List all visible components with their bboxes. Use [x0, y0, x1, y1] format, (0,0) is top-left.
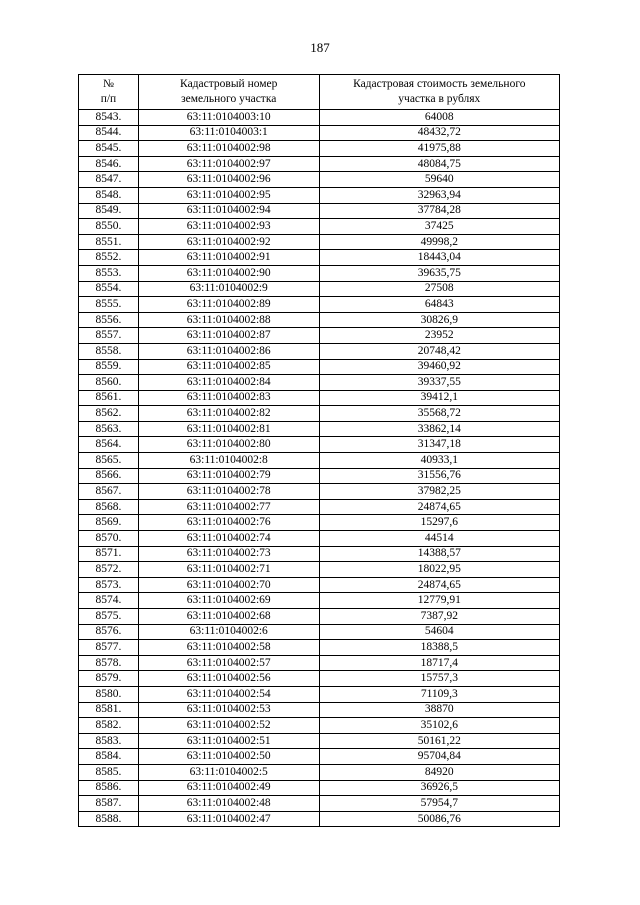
cadastral-number: 63:11:0104002:56: [138, 671, 319, 687]
row-number: 8584.: [79, 749, 139, 765]
table-row: [79, 780, 560, 796]
cadastral-value: 54604: [319, 624, 559, 640]
cadastral-number: 63:11:0104002:95: [138, 187, 319, 203]
row-number: 8562.: [79, 406, 139, 422]
cadastral-value: 18022,95: [319, 562, 559, 578]
table-row: [79, 624, 560, 640]
cadastral-value: 50086,76: [319, 811, 559, 827]
table-row: [79, 421, 560, 437]
table-row: [79, 156, 560, 172]
cadastral-value: 33862,14: [319, 421, 559, 437]
cadastral-number: 63:11:0104002:79: [138, 468, 319, 484]
cadastral-value: 7387,92: [319, 609, 559, 625]
row-number: 8560.: [79, 375, 139, 391]
cadastral-number: 63:11:0104003:1: [138, 125, 319, 141]
table-row: [79, 343, 560, 359]
row-number: 8550.: [79, 219, 139, 235]
row-number: 8583.: [79, 733, 139, 749]
cadastral-value: 49998,2: [319, 234, 559, 250]
cadastral-number: 63:11:0104002:93: [138, 219, 319, 235]
cadastral-value: 44514: [319, 531, 559, 547]
cadastral-value: 50161,22: [319, 733, 559, 749]
row-number: 8564.: [79, 437, 139, 453]
header-number: [79, 75, 139, 110]
row-number: 8556.: [79, 312, 139, 328]
row-number: 8571.: [79, 546, 139, 562]
cadastral-number: 63:11:0104002:82: [138, 406, 319, 422]
cadastral-value: 24874,65: [319, 499, 559, 515]
cadastral-number: 63:11:0104002:8: [138, 453, 319, 469]
cadastral-number: 63:11:0104002:78: [138, 484, 319, 500]
header-cadastral-value: [319, 75, 559, 110]
row-number: 8569.: [79, 515, 139, 531]
row-number: 8563.: [79, 421, 139, 437]
row-number: 8574.: [79, 593, 139, 609]
table-row: [79, 125, 560, 141]
table-row: [79, 515, 560, 531]
cadastral-number: 63:11:0104002:94: [138, 203, 319, 219]
cadastral-number: 63:11:0104002:53: [138, 702, 319, 718]
cadastral-number: 63:11:0104002:86: [138, 343, 319, 359]
table-row: [79, 593, 560, 609]
row-number: 8575.: [79, 609, 139, 625]
table-row: [79, 172, 560, 188]
row-number: 8587.: [79, 796, 139, 812]
row-number: 8548.: [79, 187, 139, 203]
cadastral-number: 63:11:0104002:47: [138, 811, 319, 827]
header-cadastral-line2: земельного участка: [181, 93, 277, 105]
row-number: 8578.: [79, 655, 139, 671]
row-number: 8546.: [79, 156, 139, 172]
cadastral-number: 63:11:0104002:57: [138, 655, 319, 671]
header-number-line1: №: [102, 78, 114, 90]
cadastral-value: 48432,72: [319, 125, 559, 141]
header-value-line2: участка в рублях: [398, 93, 481, 105]
row-number: 8551.: [79, 234, 139, 250]
cadastral-value: 31347,18: [319, 437, 559, 453]
cadastral-number: 63:11:0104002:97: [138, 156, 319, 172]
cadastral-number: 63:11:0104002:91: [138, 250, 319, 266]
cadastral-number: 63:11:0104002:70: [138, 577, 319, 593]
cadastral-number: 63:11:0104002:98: [138, 141, 319, 157]
cadastral-value: 36926,5: [319, 780, 559, 796]
cadastral-value: 95704,84: [319, 749, 559, 765]
row-number: 8554.: [79, 281, 139, 297]
cadastral-value: 24874,65: [319, 577, 559, 593]
table-row: [79, 562, 560, 578]
cadastral-value: 64008: [319, 110, 559, 126]
table-row: [79, 484, 560, 500]
cadastral-value: 14388,57: [319, 546, 559, 562]
row-number: 8567.: [79, 484, 139, 500]
row-number: 8573.: [79, 577, 139, 593]
row-number: 8585.: [79, 764, 139, 780]
row-number: 8545.: [79, 141, 139, 157]
cadastral-value: 18388,5: [319, 640, 559, 656]
cadastral-number: 63:11:0104002:58: [138, 640, 319, 656]
row-number: 8559.: [79, 359, 139, 375]
table-row: [79, 811, 560, 827]
cadastral-number: 63:11:0104002:88: [138, 312, 319, 328]
cadastral-value: 48084,75: [319, 156, 559, 172]
table-row: [79, 234, 560, 250]
row-number: 8577.: [79, 640, 139, 656]
table-row: [79, 749, 560, 765]
cadastral-value: 37784,28: [319, 203, 559, 219]
table-body: [79, 110, 560, 827]
cadastral-number: 63:11:0104002:90: [138, 265, 319, 281]
cadastral-value: 37982,25: [319, 484, 559, 500]
table-row: [79, 328, 560, 344]
table-row: [79, 250, 560, 266]
table-row: [79, 577, 560, 593]
table-row: [79, 686, 560, 702]
header-number-line2: п/п: [100, 93, 117, 105]
cadastral-value: 32963,94: [319, 187, 559, 203]
cadastral-number: 63:11:0104002:89: [138, 297, 319, 313]
cadastral-value: 84920: [319, 764, 559, 780]
cadastral-number: 63:11:0104002:68: [138, 609, 319, 625]
row-number: 8565.: [79, 453, 139, 469]
cadastral-value: 39460,92: [319, 359, 559, 375]
row-number: 8568.: [79, 499, 139, 515]
table-row: [79, 312, 560, 328]
cadastral-number: 63:11:0104002:6: [138, 624, 319, 640]
cadastral-number: 63:11:0104002:73: [138, 546, 319, 562]
table-row: [79, 546, 560, 562]
row-number: 8544.: [79, 125, 139, 141]
cadastral-value: 39337,55: [319, 375, 559, 391]
table-row: [79, 219, 560, 235]
table-row: [79, 203, 560, 219]
table-row: [79, 453, 560, 469]
cadastral-value: 18443,04: [319, 250, 559, 266]
cadastral-number: 63:11:0104002:84: [138, 375, 319, 391]
table-row: [79, 437, 560, 453]
cadastral-number: 63:11:0104002:54: [138, 686, 319, 702]
cadastral-number: 63:11:0104002:69: [138, 593, 319, 609]
row-number: 8576.: [79, 624, 139, 640]
cadastral-value: 15297,6: [319, 515, 559, 531]
cadastral-number: 63:11:0104002:49: [138, 780, 319, 796]
table-row: [79, 499, 560, 515]
row-number: 8586.: [79, 780, 139, 796]
table-row: [79, 655, 560, 671]
cadastral-value: 41975,88: [319, 141, 559, 157]
table-row: [79, 671, 560, 687]
cadastral-number: 63:11:0104002:87: [138, 328, 319, 344]
cadastral-value: 39412,1: [319, 390, 559, 406]
row-number: 8561.: [79, 390, 139, 406]
cadastral-value: 20748,42: [319, 343, 559, 359]
cadastral-number: 63:11:0104002:83: [138, 390, 319, 406]
cadastral-value: 31556,76: [319, 468, 559, 484]
cadastral-value: 12779,91: [319, 593, 559, 609]
cadastral-number: 63:11:0104002:71: [138, 562, 319, 578]
row-number: 8555.: [79, 297, 139, 313]
table-row: [79, 187, 560, 203]
cadastral-number: 63:11:0104002:50: [138, 749, 319, 765]
table-row: [79, 733, 560, 749]
cadastral-value: 39635,75: [319, 265, 559, 281]
row-number: 8566.: [79, 468, 139, 484]
row-number: 8581.: [79, 702, 139, 718]
cadastral-number: 63:11:0104002:77: [138, 499, 319, 515]
table-row: [79, 297, 560, 313]
cadastral-number: 63:11:0104002:85: [138, 359, 319, 375]
row-number: 8580.: [79, 686, 139, 702]
table-row: [79, 764, 560, 780]
cadastral-number: 63:11:0104002:48: [138, 796, 319, 812]
cadastral-value: 57954,7: [319, 796, 559, 812]
cadastral-number: 63:11:0104002:52: [138, 718, 319, 734]
cadastral-value: 15757,3: [319, 671, 559, 687]
cadastral-value: 38870: [319, 702, 559, 718]
row-number: 8543.: [79, 110, 139, 126]
table-row: [79, 640, 560, 656]
table-row: [79, 375, 560, 391]
row-number: 8588.: [79, 811, 139, 827]
table-row: [79, 359, 560, 375]
cadastral-number: 63:11:0104002:92: [138, 234, 319, 250]
page-number: 187: [310, 40, 330, 55]
row-number: 8547.: [79, 172, 139, 188]
row-number: 8579.: [79, 671, 139, 687]
table-row: [79, 281, 560, 297]
cadastral-number: 63:11:0104002:96: [138, 172, 319, 188]
cadastral-number: 63:11:0104002:80: [138, 437, 319, 453]
cadastral-value: 18717,4: [319, 655, 559, 671]
cadastral-value: 71109,3: [319, 686, 559, 702]
cadastral-value: 35568,72: [319, 406, 559, 422]
row-number: 8549.: [79, 203, 139, 219]
table-row: [79, 406, 560, 422]
table-row: [79, 141, 560, 157]
row-number: 8570.: [79, 531, 139, 547]
header-cadastral-line1: Кадастровый номер: [180, 78, 278, 90]
cadastral-value: 27508: [319, 281, 559, 297]
row-number: 8572.: [79, 562, 139, 578]
row-number: 8558.: [79, 343, 139, 359]
table-row: [79, 796, 560, 812]
cadastral-number: 63:11:0104002:76: [138, 515, 319, 531]
cadastral-value: 59640: [319, 172, 559, 188]
header-value-line1: Кадастровая стоимость земельного: [353, 78, 526, 90]
cadastral-value: 23952: [319, 328, 559, 344]
cadastral-number: 63:11:0104002:51: [138, 733, 319, 749]
cadastral-number: 63:11:0104002:81: [138, 421, 319, 437]
cadastral-table: [78, 74, 560, 827]
cadastral-value: 35102,6: [319, 718, 559, 734]
row-number: 8553.: [79, 265, 139, 281]
cadastral-value: 64843: [319, 297, 559, 313]
row-number: 8557.: [79, 328, 139, 344]
row-number: 8582.: [79, 718, 139, 734]
table-row: [79, 718, 560, 734]
cadastral-number: 63:11:0104002:5: [138, 764, 319, 780]
table-header-row: [79, 75, 560, 110]
cadastral-number: 63:11:0104003:10: [138, 110, 319, 126]
table-row: [79, 702, 560, 718]
cadastral-number: 63:11:0104002:74: [138, 531, 319, 547]
table-row: [79, 265, 560, 281]
table-row: [79, 468, 560, 484]
cadastral-value: 37425: [319, 219, 559, 235]
header-cadastral-number: [138, 75, 319, 110]
table-row: [79, 390, 560, 406]
cadastral-value: 30826,9: [319, 312, 559, 328]
row-number: 8552.: [79, 250, 139, 266]
cadastral-number: 63:11:0104002:9: [138, 281, 319, 297]
table-row: [79, 531, 560, 547]
table-row: [79, 110, 560, 126]
cadastral-value: 40933,1: [319, 453, 559, 469]
table-row: [79, 609, 560, 625]
